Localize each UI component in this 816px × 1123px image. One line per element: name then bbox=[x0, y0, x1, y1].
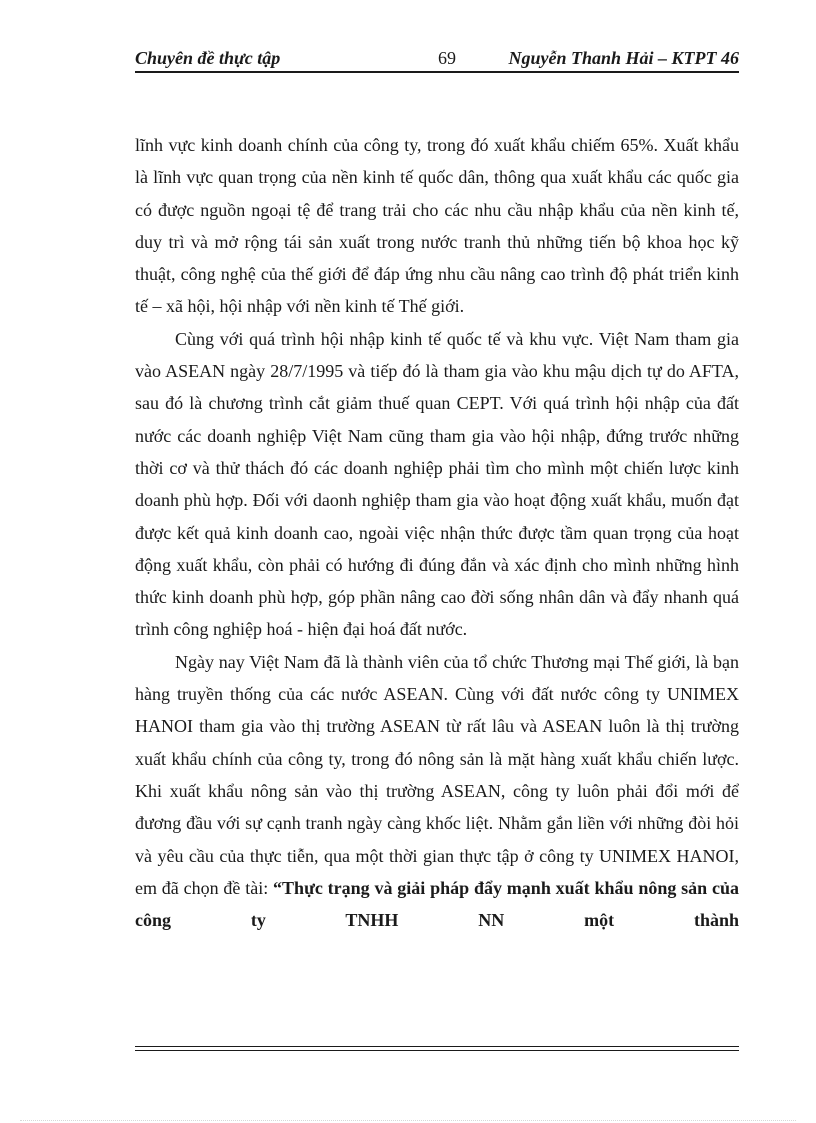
page-edge-dots bbox=[20, 1120, 796, 1121]
header-document-title: Chuyên đề thực tập bbox=[135, 48, 281, 68]
header-page-number: 69 bbox=[438, 48, 456, 68]
document-body bbox=[135, 129, 739, 936]
paragraph-topic bbox=[135, 646, 739, 937]
header-author: Nguyễn Thanh Hải – KTPT 46 bbox=[508, 48, 739, 68]
paragraph-continuation: lĩnh vực kinh doanh chính của công ty, trong đó xuất khẩu chiếm 65%. Xuất khẩu là lĩnh vực quan trọng của nền kinh tế quốc dân, thông qua xuất khẩu các quốc gia có được nguồn ngoại tệ để trang trải cho các nhu cầu nhập khẩu của nền kinh tế, duy trì và mở rộng tái sản xuất trong nước tranh thủ những tiến bộ khoa học kỹ thuật, công nghệ của thế giới để đáp ứng nhu cầu nâng cao trình độ phát triển kinh tế – xã hội, hội nhập với nền kinh tế Thế giới. bbox=[135, 135, 739, 317]
paragraph-integration: Cùng với quá trình hội nhập kinh tế quốc tế và khu vực. Việt Nam tham gia vào ASEAN ngày 28/7/1995 và tiếp đó là tham gia vào khu mậu dịch tự do AFTA, sau đó là chương trình cắt giảm thuế quan CEPT. Với quá trình hội nhập của đất nước các doanh nghiệp Việt Nam cũng tham gia vào hội nhập, đứng trước những thời cơ và thử thách đó các doanh nghiệp phải tìm cho mình một chiến lược kinh doanh phù hợp. Đối với daonh nghiệp tham gia vào hoạt động xuất khẩu, muốn đạt được kết quả kinh doanh cao, ngoài việc nhận thức được tầm quan trọng của hoạt động xuất khẩu, còn phải có hướng đi đúng đắn và xác định cho mình những hình thức kinh doanh phù hợp, góp phần nâng cao đời sống nhân dân và đẩy nhanh quá trình công nghiệp hoá - hiện đại hoá đất nước. bbox=[135, 328, 739, 640]
paragraph-topic-text: Ngày nay Việt Nam đã là thành viên của tổ chức Thương mại Thế giới, là bạn hàng truyền thống của các nước ASEAN. Cùng với đất nước công ty UNIMEX HANOI tham gia vào thị trường ASEAN từ rất lâu và ASEAN luôn là thị trường xuất khẩu chính của công ty, trong đó nông sản là mặt hàng xuất khẩu chiến lược. Khi xuất khẩu nông sản vào thị trường ASEAN, công ty luôn phải đổi mới để đương đầu với sự cạnh tranh ngày càng khốc liệt. Nhằm gắn liền với những đòi hỏi và yêu cầu của thực tiễn, qua một thời gian thực tập ở công ty UNIMEX HANOI, em đã chọn đề tài: bbox=[135, 651, 739, 898]
paragraph-topic-bold: “Thực trạng và giải pháp đẩy mạnh xuất khẩu nông sản của công ty TNHH NN một thành bbox=[135, 877, 739, 931]
header-rule bbox=[135, 71, 739, 73]
footer-rule bbox=[135, 1046, 739, 1051]
